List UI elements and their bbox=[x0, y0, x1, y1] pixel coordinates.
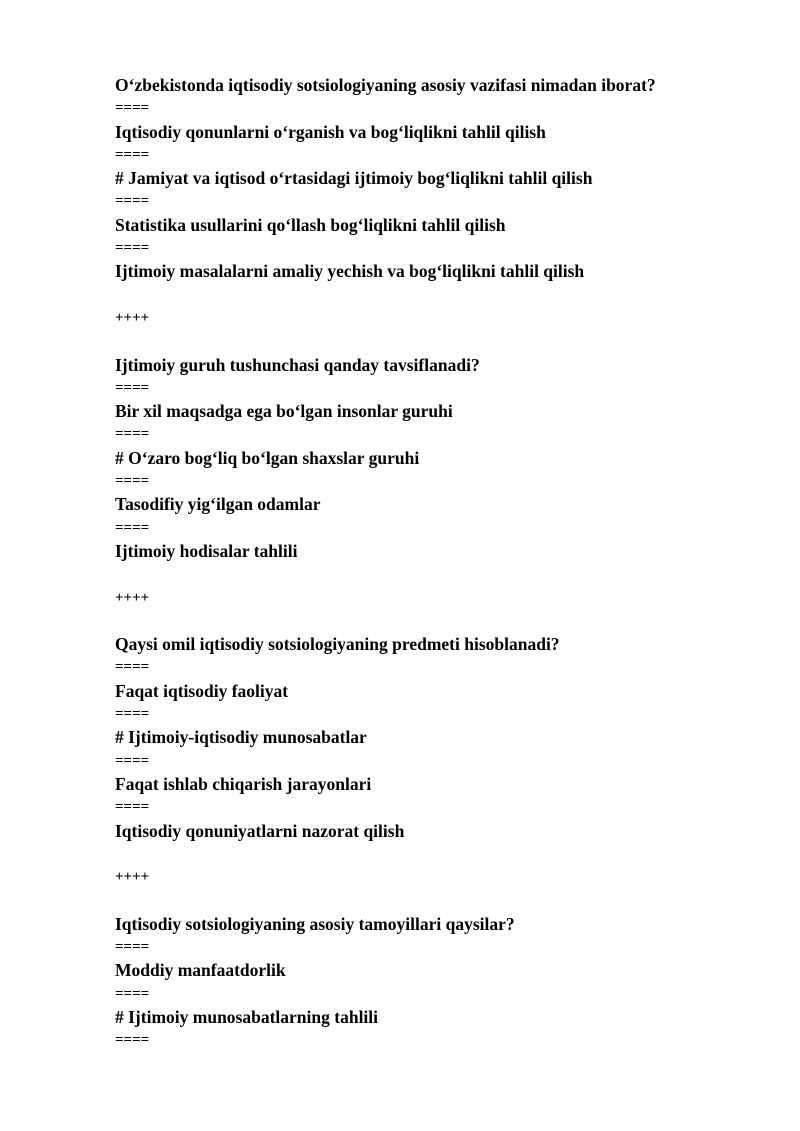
separator-line: ==== bbox=[115, 659, 150, 676]
correct-answer-option: # Jamiyat va iqtisod o‘rtasidagi ijtimoiy bog‘liqlikni tahlil qilish bbox=[115, 168, 593, 189]
answer-option: Iqtisodiy qonuniyatlarni nazorat qilish bbox=[115, 820, 405, 841]
blank-line bbox=[115, 330, 765, 353]
separator-line: ==== bbox=[115, 1032, 150, 1049]
answer-option: Bir xil maqsadga ega bo‘lgan insonlar guruhi bbox=[115, 401, 453, 422]
separator-line: ==== bbox=[115, 379, 150, 396]
block-end-marker: ++++ bbox=[115, 589, 150, 606]
separator-line: ==== bbox=[115, 706, 150, 723]
answer-option: Faqat iqtisodiy faoliyat bbox=[115, 680, 289, 701]
answer-option: Iqtisodiy qonunlarni o‘rganish va bog‘liqlikni tahlil qilish bbox=[115, 121, 546, 142]
separator-line: ==== bbox=[115, 799, 150, 816]
answer-option: Ijtimoiy masalalarni amaliy yechish va bog‘liqlikni tahlil qilish bbox=[115, 261, 585, 282]
blank-line bbox=[115, 610, 765, 633]
separator-line: ==== bbox=[115, 938, 150, 955]
blank-line bbox=[115, 843, 765, 866]
question-text: Ijtimoiy guruh tushunchasi qanday tavsiflanadi? bbox=[115, 354, 480, 375]
answer-option: Moddiy manfaatdorlik bbox=[115, 960, 286, 981]
separator-line: ==== bbox=[115, 193, 150, 210]
blank-line bbox=[115, 889, 765, 912]
correct-answer-option: # Ijtimoiy munosabatlarning tahlili bbox=[115, 1006, 379, 1027]
separator-line: ==== bbox=[115, 985, 150, 1002]
question-text: Qaysi omil iqtisodiy sotsiologiyaning predmeti hisoblanadi? bbox=[115, 634, 560, 655]
blank-line bbox=[115, 563, 765, 586]
separator-line: ==== bbox=[115, 426, 150, 443]
answer-option: Statistika usullarini qo‘llash bog‘liqlikni tahlil qilish bbox=[115, 214, 506, 235]
block-end-marker: ++++ bbox=[115, 869, 150, 886]
question-text: O‘zbekistonda iqtisodiy sotsiologiyaning asosiy vazifasi nimadan iborat? bbox=[115, 75, 656, 95]
question-text: Iqtisodiy sotsiologiyaning asosiy tamoyillari qaysilar? bbox=[115, 913, 515, 934]
document-page bbox=[115, 74, 765, 1052]
correct-answer-option: # Ijtimoiy-iqtisodiy munosabatlar bbox=[115, 727, 367, 748]
answer-option: Ijtimoiy hodisalar tahlili bbox=[115, 540, 298, 561]
correct-answer-option: # O‘zaro bog‘liq bo‘lgan shaxslar guruhi bbox=[115, 447, 420, 468]
separator-line: ==== bbox=[115, 752, 150, 769]
answer-option: Tasodifiy yig‘ilgan odamlar bbox=[115, 494, 321, 515]
answer-option: Faqat ishlab chiqarish jarayonlari bbox=[115, 773, 372, 794]
separator-line: ==== bbox=[115, 473, 150, 490]
separator-line: ==== bbox=[115, 100, 150, 117]
separator-line: ==== bbox=[115, 519, 150, 536]
separator-line: ==== bbox=[115, 146, 150, 163]
block-end-marker: ++++ bbox=[115, 309, 150, 326]
blank-line bbox=[115, 284, 765, 307]
separator-line: ==== bbox=[115, 240, 150, 257]
